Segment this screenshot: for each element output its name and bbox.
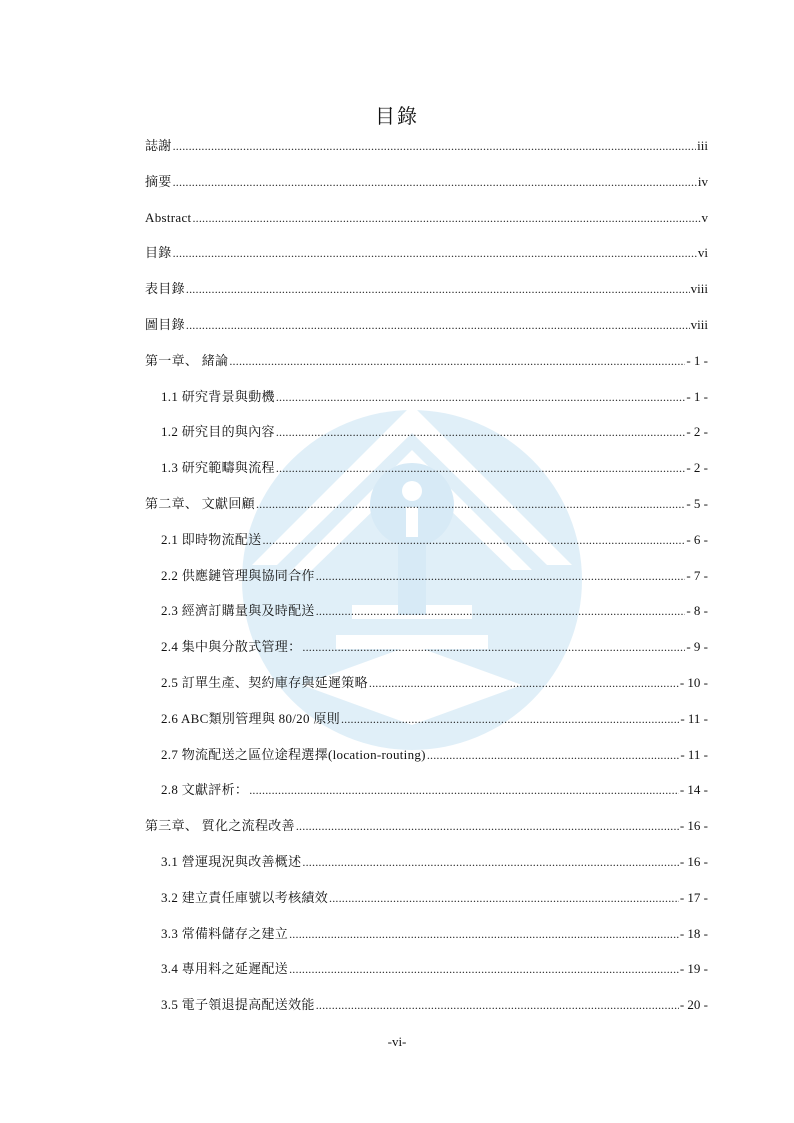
toc-entry-page: iii [697,138,708,153]
toc-entry-page: - 18 - [679,925,708,941]
toc-entry-label: 2.1 即時物流配送 [161,531,262,547]
toc-entry[interactable] [145,271,708,307]
toc-entry[interactable] [145,808,708,844]
toc-entry-label: 第二章、 文獻回顧 [145,495,255,511]
toc-entry[interactable] [145,307,708,343]
toc-entry-page: viii [690,316,708,332]
toc-dot-leader [296,816,679,836]
toc-entry-page: - 2 - [686,424,708,440]
toc-entry[interactable] [145,235,708,271]
toc-entry-label: 2.3 經濟訂購量與及時配送 [161,603,315,619]
toc-entry-label: 2.7 物流配送之區位途程選擇(location-routing) [161,746,426,762]
toc-entry-label: 3.1 營運現況與改善概述 [161,853,302,869]
toc-entry[interactable] [145,951,708,987]
toc-dot-leader [249,780,679,800]
toc-entry-label: 摘要 [145,173,172,189]
toc-entry-page: - 8 - [686,603,708,619]
toc-entry-page: iv [697,173,708,189]
toc-entry-label: 表目錄 [145,281,185,297]
toc-entry[interactable] [145,772,708,808]
toc-dot-leader [316,995,679,1015]
toc-entry-page: - 16 - [679,818,708,834]
toc-entry[interactable] [145,379,708,415]
toc-entry[interactable] [145,665,708,701]
toc-dot-leader [256,494,685,514]
toc-entry[interactable] [145,916,708,952]
toc-entry[interactable] [145,164,708,200]
toc-entry-page: viii [690,281,708,297]
toc-entry-page: - 11 - [680,746,708,762]
toc-entry-page: - 2 - [686,460,708,476]
toc-entry[interactable] [145,128,708,164]
toc-entry-label: 1.3 研究範疇與流程 [161,460,275,476]
toc-dot-leader [186,315,690,335]
toc-dot-leader [316,601,686,621]
toc-entry-label: 圖目錄 [145,316,185,332]
toc-entry[interactable] [145,593,708,629]
toc-entry-label: 3.2 建立責任庫號以考核績效 [161,889,328,905]
toc-dot-leader [276,422,686,442]
toc-entry-label: 1.2 研究目的與內容 [161,424,275,440]
toc-entry-page: - 11 - [680,710,708,726]
toc-dot-leader [341,709,679,729]
toc-dot-leader [427,745,679,765]
toc-entry-page: - 1 - [686,388,708,404]
toc-dot-leader [276,458,686,478]
toc-entry-label: 2.5 訂單生產、契約庫存與延遲策略 [161,674,368,690]
toc-entry-label: 2.2 供應鏈管理與協同合作 [161,567,315,583]
toc-entry-label: 目錄 [145,245,172,261]
toc-entry-page: - 1 - [686,352,708,368]
toc-entry-page: - 6 - [686,531,708,547]
toc-entry-page: - 10 - [679,674,708,690]
toc-entry-page: - 19 - [679,961,708,977]
toc-dot-leader [229,351,685,371]
toc-dot-leader [316,566,686,586]
toc-entry[interactable] [145,450,708,486]
toc-entry[interactable] [145,522,708,558]
toc-dot-leader [276,387,686,407]
toc-entry-page: - 5 - [686,495,708,511]
toc-entry-page: - 20 - [679,997,708,1013]
toc-entry-label: 3.3 常備料儲存之建立 [161,925,289,941]
page-number-footer: -vi- [387,1034,407,1049]
toc-entry[interactable] [145,629,708,665]
toc-dot-leader [173,136,697,156]
toc-entry-page: vi [697,245,708,261]
toc-entry[interactable] [145,737,708,773]
toc-entry[interactable] [145,880,708,916]
toc-entry[interactable] [145,987,708,1023]
toc-entry-label: Abstract [145,209,192,225]
toc-entry-label: 1.1 研究背景與動機 [161,388,275,404]
toc-dot-leader [173,172,697,192]
toc-dot-leader [302,637,685,657]
toc-entry[interactable] [145,486,708,522]
toc-dot-leader [186,279,690,299]
toc-entry-label: 3.4 專用料之延遲配送 [161,961,289,977]
toc-dot-leader [329,888,679,908]
toc-dot-leader [369,673,679,693]
toc-entry-page: - 14 - [679,782,708,798]
toc-entry-label: 2.8 文獻評析： [161,782,249,798]
toc-entry-page: v [701,209,708,225]
toc-dot-leader [302,852,678,872]
toc-entry[interactable] [145,414,708,450]
page-title: 目錄 [375,106,419,128]
toc-entry[interactable] [145,343,708,379]
toc-entry-label: 2.6 ABC類別管理與 80/20 原則 [161,710,340,726]
toc-entry-label: 3.5 電子領退提高配送效能 [161,997,315,1013]
toc-dot-leader [192,208,700,228]
toc-entry-label: 第三章、 質化之流程改善 [145,818,295,834]
table-of-contents [145,128,708,1023]
toc-entry[interactable] [145,200,708,236]
toc-entry-label: 2.4 集中與分散式管理： [161,639,302,655]
toc-entry-label: 誌謝 [145,138,172,153]
toc-entry[interactable] [145,558,708,594]
toc-entry-page: - 9 - [686,639,708,655]
toc-dot-leader [173,243,697,263]
toc-entry-page: - 17 - [679,889,708,905]
toc-entry-label: 第一章、 緒論 [145,352,229,368]
toc-entry[interactable] [145,701,708,737]
toc-entry[interactable] [145,844,708,880]
toc-dot-leader [263,530,686,550]
toc-entry-page: - 7 - [686,567,708,583]
toc-dot-leader [289,924,679,944]
toc-entry-page: - 16 - [679,853,708,869]
toc-dot-leader [289,959,679,979]
